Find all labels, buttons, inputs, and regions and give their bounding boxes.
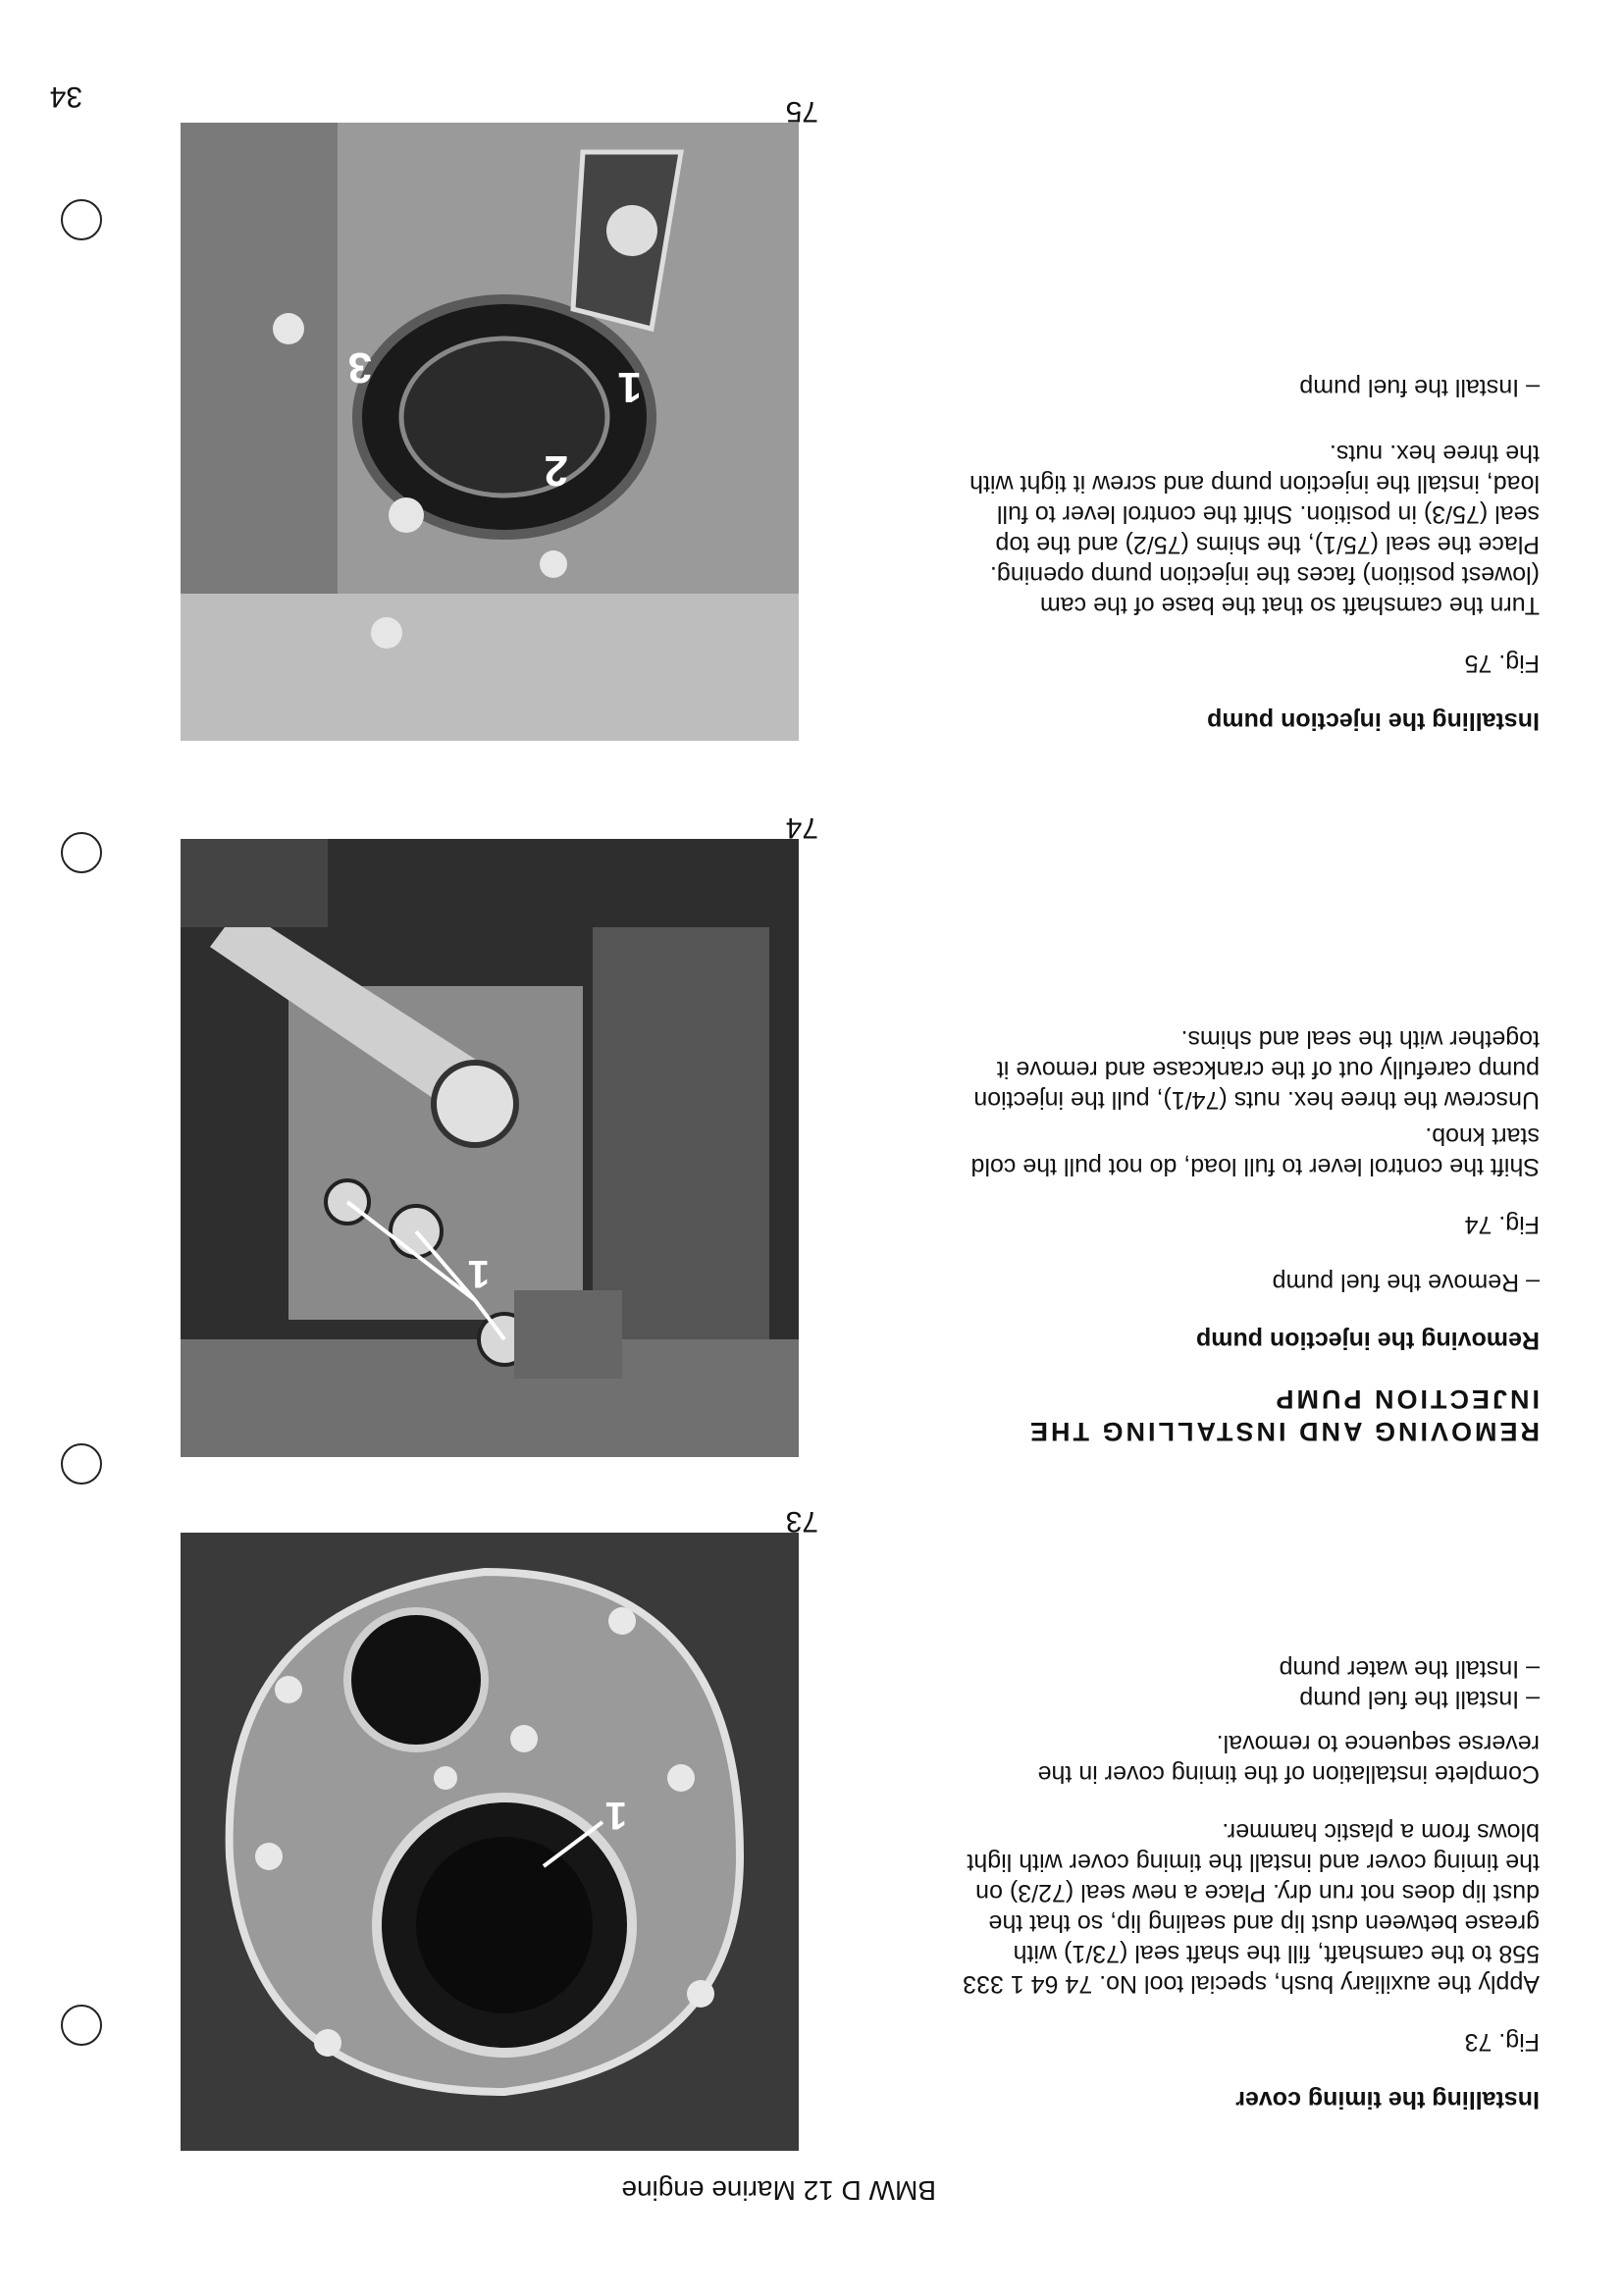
injection-pump-installation-illustration	[181, 123, 799, 741]
fig74-reference: Fig. 74	[1464, 1211, 1540, 1238]
fig74-callout-1: 1	[467, 1252, 490, 1295]
installing-injection-pump-section	[961, 372, 1540, 736]
figure-75-number: 75	[785, 95, 818, 128]
bullet-remove-fuel-pump: – Remove the fuel pump	[1272, 1269, 1540, 1296]
binder-hole	[61, 2005, 102, 2046]
binder-hole	[61, 1443, 102, 1485]
installing-paragraph: Turn the camshaft so that the base of the cam (lowest position) faces the injection pump opening. Place the seal (75/1), the shims (75/2) and the top seal (75/3) in position. Shift the control lever to full load, install the injection pump and screw it tight with the three hex. nuts.	[969, 440, 1540, 619]
removing-paragraph-1: Shift the control lever to full load, do not pull the cold start knob.	[970, 1122, 1540, 1180]
injection-pump-main-heading: REMOVING AND INSTALLING THE INJECTION PUMP	[1027, 1384, 1540, 1446]
fig73-reference: Fig. 73	[1464, 2028, 1540, 2056]
figure-75-photo	[181, 123, 799, 741]
page-header: BMW D 12 Marine engine	[621, 2175, 936, 2206]
bullet-install-fuel-pump-2: – Install the fuel pump	[1299, 374, 1540, 401]
page-number: 34	[49, 80, 82, 113]
timing-cover-paragraph-1: Apply the auxiliary bush, special tool No. 74 64 1 333 558 to the camshaft, fill the shaft seal (73/1) with grease between dust lip and sealing lip, so that the dust lip does not run dry. Place a new seal (72/3) on the timing cover and install the timing cover with light blows from a plastic hammer.	[963, 1818, 1540, 1998]
installing-injection-pump-heading: Installing the injection pump	[1207, 707, 1540, 735]
fig75-callout-2: 2	[544, 446, 568, 495]
fig75-reference: Fig. 75	[1464, 650, 1540, 677]
figure-73-number: 73	[785, 1505, 818, 1538]
bullet-install-fuel-pump: – Install the fuel pump	[1299, 1686, 1540, 1713]
timing-cover-section	[961, 1653, 1540, 2114]
timing-cover-illustration	[181, 1533, 799, 2151]
figure-74-photo	[181, 839, 799, 1457]
figure-74-number: 74	[785, 811, 818, 844]
removing-injection-pump-heading: Removing the injection pump	[1195, 1327, 1540, 1354]
injection-pump-section	[961, 996, 1540, 1447]
binder-hole	[61, 199, 102, 240]
removing-paragraph-2: Unscrew the three hex. nuts (74/1), pull the injection pump carefully out of the crankcase and remove it together with the seal and shims.	[973, 1025, 1540, 1114]
injection-pump-removal-illustration	[181, 839, 799, 1457]
bullet-install-water-pump: – Install the water pump	[1279, 1655, 1540, 1683]
fig73-callout-1: 1	[604, 1794, 627, 1837]
figure-73-photo	[181, 1533, 799, 2151]
fig75-callout-1: 1	[617, 363, 642, 411]
fig75-callout-3: 3	[347, 343, 372, 391]
timing-cover-paragraph-2: Complete installation of the timing cover in the reverse sequence to removal.	[1037, 1730, 1540, 1788]
timing-cover-heading: Installing the timing cover	[1235, 2086, 1540, 2113]
binder-hole	[61, 832, 102, 873]
